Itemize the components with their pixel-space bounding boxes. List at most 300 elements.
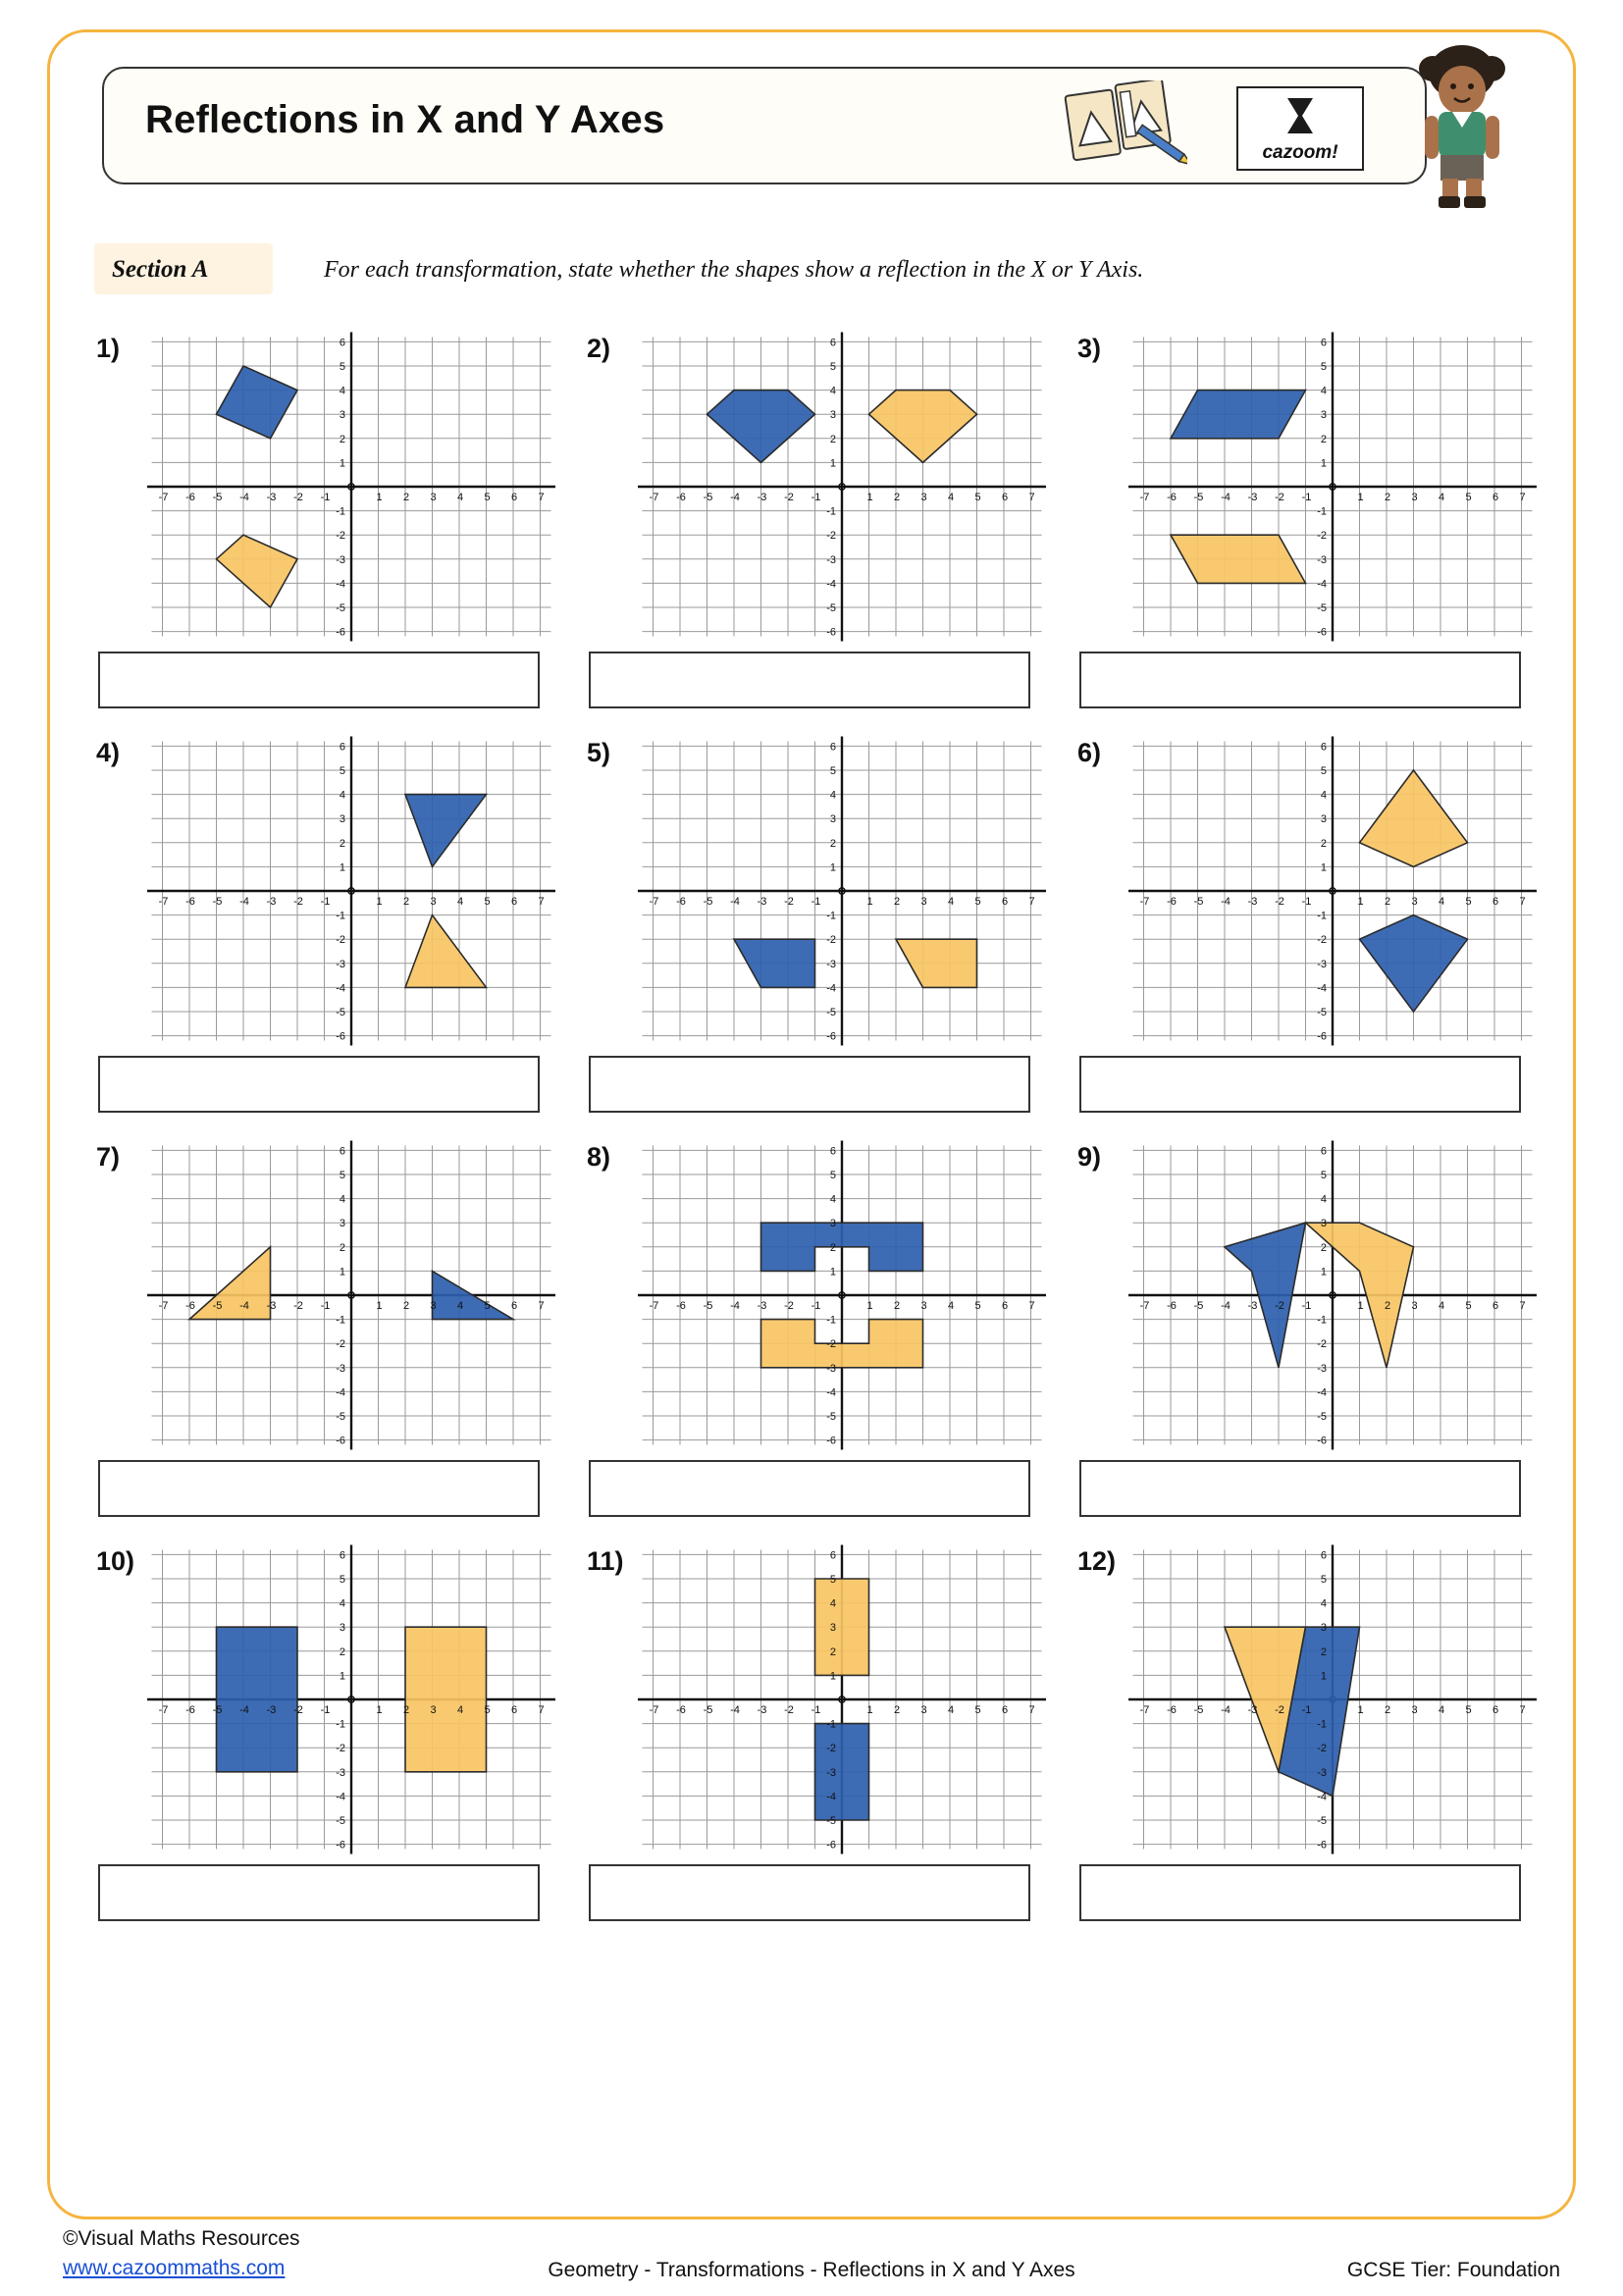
svg-text:5: 5 (829, 1574, 836, 1586)
plot-9 (1128, 1132, 1537, 1456)
svg-text:-5: -5 (703, 896, 713, 908)
svg-text:-3: -3 (336, 1362, 345, 1375)
svg-text:5: 5 (484, 492, 491, 503)
svg-text:2: 2 (402, 1704, 410, 1716)
svg-text:5: 5 (339, 361, 345, 373)
svg-text:6: 6 (829, 1549, 836, 1562)
svg-text:4: 4 (339, 385, 345, 397)
svg-text:-7: -7 (158, 1704, 169, 1716)
answer-box-12[interactable] (1079, 1864, 1521, 1921)
svg-text:5: 5 (339, 1574, 345, 1586)
svg-text:4: 4 (1438, 492, 1445, 503)
svg-text:4: 4 (947, 1300, 955, 1312)
svg-text:2: 2 (402, 896, 410, 908)
svg-text:-4: -4 (336, 1791, 345, 1803)
svg-text:1: 1 (1320, 1670, 1327, 1683)
svg-text:-4: -4 (826, 1386, 836, 1399)
plot-12 (1128, 1537, 1537, 1860)
question-number: 5) (587, 738, 611, 767)
question-11 (585, 1537, 1046, 1921)
question-7 (94, 1132, 555, 1517)
svg-text:-2: -2 (1317, 934, 1327, 947)
svg-text:-1: -1 (1317, 910, 1327, 922)
svg-text:1: 1 (339, 457, 345, 470)
svg-text:-4: -4 (336, 578, 345, 591)
svg-text:-2: -2 (784, 492, 794, 503)
question-number: 2) (587, 334, 611, 363)
svg-text:7: 7 (1519, 492, 1526, 503)
svg-text:2: 2 (1320, 1645, 1327, 1658)
question-number: 12) (1077, 1546, 1117, 1576)
svg-text:-5: -5 (1317, 602, 1327, 614)
svg-text:1: 1 (866, 1300, 873, 1312)
answer-box-8[interactable] (589, 1460, 1030, 1517)
svg-text:-4: -4 (239, 1300, 249, 1312)
svg-text:-2: -2 (1317, 1338, 1327, 1351)
answer-box-4[interactable] (98, 1056, 540, 1113)
question-number: 3) (1077, 334, 1102, 363)
svg-text:5: 5 (484, 1300, 491, 1312)
svg-text:-7: -7 (1139, 1300, 1150, 1312)
answer-box-1[interactable] (98, 652, 540, 708)
svg-text:-5: -5 (336, 602, 345, 614)
svg-text:-3: -3 (1317, 1362, 1327, 1375)
svg-text:-6: -6 (826, 1030, 836, 1043)
svg-text:3: 3 (1411, 1704, 1418, 1716)
svg-text:-3: -3 (826, 1766, 836, 1779)
svg-text:-1: -1 (811, 1300, 821, 1312)
svg-text:-1: -1 (811, 896, 821, 908)
svg-text:-1: -1 (826, 910, 836, 922)
svg-text:2: 2 (339, 837, 345, 850)
svg-text:-2: -2 (826, 934, 836, 947)
svg-text:7: 7 (538, 1300, 545, 1312)
svg-text:2: 2 (829, 1645, 836, 1658)
svg-text:1: 1 (339, 1670, 345, 1683)
svg-text:-5: -5 (1317, 1411, 1327, 1423)
svg-text:1: 1 (376, 1300, 383, 1312)
svg-text:1: 1 (866, 1704, 873, 1716)
answer-box-11[interactable] (589, 1864, 1030, 1921)
svg-text:-4: -4 (239, 896, 249, 908)
svg-text:-3: -3 (1247, 896, 1258, 908)
svg-text:-6: -6 (336, 1435, 345, 1447)
svg-text:-2: -2 (1317, 1743, 1327, 1755)
svg-text:6: 6 (1001, 1704, 1009, 1716)
question-number: 1) (96, 334, 121, 363)
plot-3 (1128, 324, 1537, 648)
svg-text:1: 1 (339, 1266, 345, 1278)
svg-text:-4: -4 (1317, 1791, 1327, 1803)
question-row (94, 728, 1537, 1113)
svg-text:5: 5 (1320, 765, 1327, 777)
svg-text:-6: -6 (185, 1300, 195, 1312)
answer-box-7[interactable] (98, 1460, 540, 1517)
svg-text:-1: -1 (826, 505, 836, 518)
svg-text:2: 2 (1384, 1704, 1391, 1716)
svg-text:-7: -7 (1139, 896, 1150, 908)
svg-text:-5: -5 (1317, 1007, 1327, 1018)
svg-text:6: 6 (339, 1549, 345, 1562)
svg-text:-3: -3 (826, 553, 836, 566)
question-2 (585, 324, 1046, 708)
svg-text:-5: -5 (826, 1411, 836, 1423)
svg-text:6: 6 (1492, 1704, 1499, 1716)
plot-7 (147, 1132, 555, 1456)
question-number: 6) (1077, 738, 1102, 767)
svg-text:1: 1 (1320, 861, 1327, 874)
svg-text:1: 1 (1357, 492, 1364, 503)
svg-text:1: 1 (866, 492, 873, 503)
svg-text:1: 1 (376, 492, 383, 503)
plot-2 (638, 324, 1046, 648)
question-number: 4) (96, 738, 121, 767)
svg-text:-3: -3 (266, 1704, 277, 1716)
svg-text:5: 5 (1320, 1574, 1327, 1586)
svg-text:-5: -5 (212, 1300, 223, 1312)
svg-text:4: 4 (829, 1193, 836, 1206)
footer-copyright: ©Visual Maths Resources (63, 2227, 300, 2250)
svg-text:-3: -3 (826, 1362, 836, 1375)
svg-text:4: 4 (1320, 385, 1327, 397)
svg-text:6: 6 (1320, 1549, 1327, 1562)
svg-text:-7: -7 (649, 1704, 659, 1716)
svg-text:-3: -3 (1247, 1300, 1258, 1312)
svg-text:-4: -4 (336, 982, 345, 995)
question-number: 11) (587, 1546, 624, 1576)
svg-text:1: 1 (829, 1266, 836, 1278)
svg-text:3: 3 (1411, 492, 1418, 503)
svg-text:2: 2 (829, 1241, 836, 1254)
svg-text:-3: -3 (1317, 1766, 1327, 1779)
svg-text:3: 3 (829, 409, 836, 422)
svg-text:3: 3 (920, 1300, 927, 1312)
svg-text:-3: -3 (826, 958, 836, 970)
svg-text:-6: -6 (676, 896, 686, 908)
svg-text:2: 2 (893, 1300, 901, 1312)
answer-box-5[interactable] (589, 1056, 1030, 1113)
svg-text:-5: -5 (336, 1815, 345, 1827)
question-12 (1075, 1537, 1537, 1921)
svg-text:2: 2 (893, 896, 901, 908)
svg-text:-5: -5 (826, 602, 836, 614)
question-9 (1075, 1132, 1537, 1517)
svg-text:-4: -4 (1221, 896, 1230, 908)
svg-text:-5: -5 (1193, 896, 1204, 908)
svg-text:6: 6 (1001, 1300, 1009, 1312)
svg-text:-5: -5 (826, 1815, 836, 1827)
svg-text:-1: -1 (811, 1704, 821, 1716)
svg-text:6: 6 (510, 1300, 518, 1312)
svg-text:6: 6 (1320, 741, 1327, 754)
svg-text:-4: -4 (1317, 1386, 1327, 1399)
svg-text:7: 7 (538, 1704, 545, 1716)
svg-text:-2: -2 (293, 1300, 303, 1312)
plot-1 (147, 324, 555, 648)
svg-text:-7: -7 (158, 1300, 169, 1312)
svg-text:-3: -3 (336, 1766, 345, 1779)
svg-text:-6: -6 (676, 1704, 686, 1716)
svg-text:-1: -1 (320, 1300, 331, 1312)
svg-text:-3: -3 (757, 492, 767, 503)
svg-text:-4: -4 (336, 1386, 345, 1399)
svg-text:-1: -1 (320, 1704, 331, 1716)
question-row (94, 324, 1537, 708)
svg-text:-5: -5 (1317, 1815, 1327, 1827)
svg-text:2: 2 (1384, 492, 1391, 503)
svg-text:6: 6 (510, 492, 518, 503)
svg-text:6: 6 (829, 1145, 836, 1158)
svg-text:1: 1 (829, 1670, 836, 1683)
svg-text:-2: -2 (1317, 530, 1327, 543)
svg-text:-3: -3 (266, 1300, 277, 1312)
svg-text:-3: -3 (266, 896, 277, 908)
svg-text:-4: -4 (239, 1704, 249, 1716)
svg-text:4: 4 (339, 789, 345, 802)
svg-text:6: 6 (339, 1145, 345, 1158)
svg-text:-6: -6 (336, 626, 345, 639)
svg-text:-2: -2 (1275, 1300, 1284, 1312)
svg-text:4: 4 (339, 1193, 345, 1206)
svg-text:5: 5 (974, 896, 981, 908)
svg-text:4: 4 (1320, 1597, 1327, 1610)
svg-text:-1: -1 (1301, 896, 1312, 908)
svg-text:3: 3 (829, 1622, 836, 1635)
svg-text:-5: -5 (826, 1007, 836, 1018)
svg-text:-5: -5 (212, 896, 223, 908)
svg-text:4: 4 (947, 1704, 955, 1716)
svg-text:-1: -1 (336, 1718, 345, 1731)
svg-text:1: 1 (376, 896, 383, 908)
svg-text:3: 3 (1411, 1300, 1418, 1312)
svg-text:-4: -4 (239, 492, 249, 503)
svg-text:-6: -6 (676, 492, 686, 503)
svg-text:-2: -2 (336, 1338, 345, 1351)
svg-text:2: 2 (402, 492, 410, 503)
question-10 (94, 1537, 555, 1921)
svg-text:-2: -2 (826, 1338, 836, 1351)
svg-text:-6: -6 (185, 1704, 195, 1716)
svg-text:2: 2 (402, 1300, 410, 1312)
plot-11 (638, 1537, 1046, 1860)
svg-text:-4: -4 (1317, 578, 1327, 591)
svg-text:4: 4 (456, 492, 464, 503)
svg-text:-7: -7 (649, 1300, 659, 1312)
svg-text:6: 6 (1320, 337, 1327, 349)
svg-text:-6: -6 (676, 1300, 686, 1312)
svg-text:4: 4 (829, 385, 836, 397)
svg-text:-3: -3 (757, 1704, 767, 1716)
svg-text:2: 2 (339, 433, 345, 445)
svg-text:6: 6 (1001, 896, 1009, 908)
page-title: Reflections in X and Y Axes (145, 98, 665, 141)
svg-text:-7: -7 (158, 492, 169, 503)
svg-text:3: 3 (1320, 1622, 1327, 1635)
svg-text:1: 1 (1357, 896, 1364, 908)
svg-text:5: 5 (484, 1704, 491, 1716)
question-8 (585, 1132, 1046, 1517)
svg-text:-5: -5 (703, 1300, 713, 1312)
svg-text:5: 5 (1465, 492, 1472, 503)
svg-text:7: 7 (1028, 1704, 1035, 1716)
svg-text:-5: -5 (212, 492, 223, 503)
section-instruction: For each transformation, state whether the shapes show a reflection in the X or Y Axis. (324, 257, 1144, 283)
svg-text:4: 4 (456, 1704, 464, 1716)
svg-text:2: 2 (1384, 896, 1391, 908)
svg-text:6: 6 (339, 741, 345, 754)
svg-text:-7: -7 (649, 896, 659, 908)
svg-text:-4: -4 (730, 1704, 740, 1716)
hourglass-icon (1283, 96, 1317, 135)
svg-text:4: 4 (456, 1300, 464, 1312)
svg-text:5: 5 (339, 765, 345, 777)
svg-text:-3: -3 (1317, 553, 1327, 566)
svg-text:-6: -6 (336, 1030, 345, 1043)
svg-text:-2: -2 (293, 1704, 303, 1716)
svg-text:-6: -6 (1317, 626, 1327, 639)
svg-text:5: 5 (1320, 1170, 1327, 1181)
svg-text:-7: -7 (649, 492, 659, 503)
answer-box-2[interactable] (589, 652, 1030, 708)
svg-text:-6: -6 (336, 1839, 345, 1852)
svg-text:4: 4 (829, 1597, 836, 1610)
svg-text:-6: -6 (826, 1435, 836, 1447)
svg-text:3: 3 (430, 896, 437, 908)
svg-text:7: 7 (538, 896, 545, 908)
svg-text:1: 1 (829, 861, 836, 874)
svg-text:-6: -6 (1317, 1839, 1327, 1852)
plot-8 (638, 1132, 1046, 1456)
svg-text:-5: -5 (703, 1704, 713, 1716)
svg-text:5: 5 (1465, 896, 1472, 908)
svg-text:6: 6 (510, 1704, 518, 1716)
answer-box-10[interactable] (98, 1864, 540, 1921)
svg-text:-4: -4 (826, 578, 836, 591)
svg-text:-2: -2 (784, 1704, 794, 1716)
svg-text:5: 5 (1320, 361, 1327, 373)
footer-tier: GCSE Tier: Foundation (1346, 2259, 1560, 2281)
svg-text:-6: -6 (826, 626, 836, 639)
svg-text:1: 1 (376, 1704, 383, 1716)
svg-text:4: 4 (456, 896, 464, 908)
svg-text:-4: -4 (730, 1300, 740, 1312)
svg-text:4: 4 (947, 492, 955, 503)
svg-text:1: 1 (1320, 457, 1327, 470)
svg-text:-4: -4 (826, 1791, 836, 1803)
footer-topic: Geometry - Transformations - Reflections in X and Y Axes (548, 2259, 1075, 2281)
svg-text:-6: -6 (1317, 1030, 1327, 1043)
svg-text:2: 2 (1320, 837, 1327, 850)
svg-text:-6: -6 (1167, 1300, 1177, 1312)
notebook-pencil-icon (1060, 80, 1187, 169)
svg-text:3: 3 (829, 1218, 836, 1230)
svg-text:-6: -6 (185, 492, 195, 503)
question-number: 10) (96, 1546, 135, 1576)
svg-text:-1: -1 (336, 505, 345, 518)
svg-text:3: 3 (920, 896, 927, 908)
svg-text:-5: -5 (703, 492, 713, 503)
svg-text:-3: -3 (266, 492, 277, 503)
svg-text:1: 1 (866, 896, 873, 908)
svg-text:6: 6 (829, 741, 836, 754)
svg-text:3: 3 (430, 1300, 437, 1312)
svg-text:-4: -4 (730, 896, 740, 908)
svg-text:-2: -2 (1275, 492, 1284, 503)
svg-text:-4: -4 (1221, 1300, 1230, 1312)
svg-text:-1: -1 (1317, 505, 1327, 518)
question-row (94, 1132, 1537, 1517)
svg-text:5: 5 (829, 1170, 836, 1181)
svg-text:2: 2 (1384, 1300, 1391, 1312)
svg-text:-4: -4 (1221, 492, 1230, 503)
svg-text:5: 5 (829, 765, 836, 777)
answer-box-9[interactable] (1079, 1460, 1521, 1517)
svg-text:-1: -1 (826, 1718, 836, 1731)
svg-text:7: 7 (1519, 1300, 1526, 1312)
svg-text:-5: -5 (212, 1704, 223, 1716)
question-5 (585, 728, 1046, 1113)
svg-text:-5: -5 (1193, 492, 1204, 503)
plot-6 (1128, 728, 1537, 1052)
svg-text:6: 6 (1001, 492, 1009, 503)
logo-text: cazoom! (1262, 142, 1338, 163)
svg-text:6: 6 (1492, 1300, 1499, 1312)
svg-text:7: 7 (538, 492, 545, 503)
svg-text:-6: -6 (185, 896, 195, 908)
svg-text:6: 6 (1492, 492, 1499, 503)
answer-box-3[interactable] (1079, 652, 1521, 708)
svg-text:5: 5 (484, 896, 491, 908)
svg-text:7: 7 (1028, 896, 1035, 908)
cazoom-logo (1236, 86, 1364, 171)
svg-text:1: 1 (1320, 1266, 1327, 1278)
svg-text:-1: -1 (336, 1314, 345, 1327)
svg-text:3: 3 (1320, 1218, 1327, 1230)
svg-text:2: 2 (893, 1704, 901, 1716)
svg-text:4: 4 (339, 1597, 345, 1610)
svg-text:3: 3 (339, 409, 345, 422)
footer-url[interactable]: www.cazoommaths.com (63, 2257, 286, 2279)
svg-text:6: 6 (510, 896, 518, 908)
svg-text:7: 7 (1028, 492, 1035, 503)
svg-text:3: 3 (430, 1704, 437, 1716)
answer-box-6[interactable] (1079, 1056, 1521, 1113)
svg-text:-1: -1 (1301, 492, 1312, 503)
svg-text:-1: -1 (1301, 1300, 1312, 1312)
svg-text:-2: -2 (293, 896, 303, 908)
svg-text:-5: -5 (336, 1411, 345, 1423)
svg-text:3: 3 (920, 1704, 927, 1716)
svg-text:-7: -7 (1139, 1704, 1150, 1716)
svg-text:-1: -1 (1317, 1314, 1327, 1327)
svg-text:1: 1 (1357, 1704, 1364, 1716)
question-number: 8) (587, 1142, 611, 1172)
svg-text:5: 5 (1465, 1300, 1472, 1312)
svg-text:-3: -3 (1247, 1704, 1258, 1716)
svg-text:7: 7 (1519, 1704, 1526, 1716)
svg-text:-2: -2 (826, 530, 836, 543)
svg-text:-2: -2 (336, 530, 345, 543)
svg-text:5: 5 (1465, 1704, 1472, 1716)
svg-text:6: 6 (829, 337, 836, 349)
section-label: Section A (112, 256, 209, 283)
question-3 (1075, 324, 1537, 708)
svg-text:-1: -1 (811, 492, 821, 503)
svg-text:-3: -3 (757, 896, 767, 908)
svg-text:2: 2 (1320, 433, 1327, 445)
svg-text:4: 4 (1320, 1193, 1327, 1206)
question-6 (1075, 728, 1537, 1113)
